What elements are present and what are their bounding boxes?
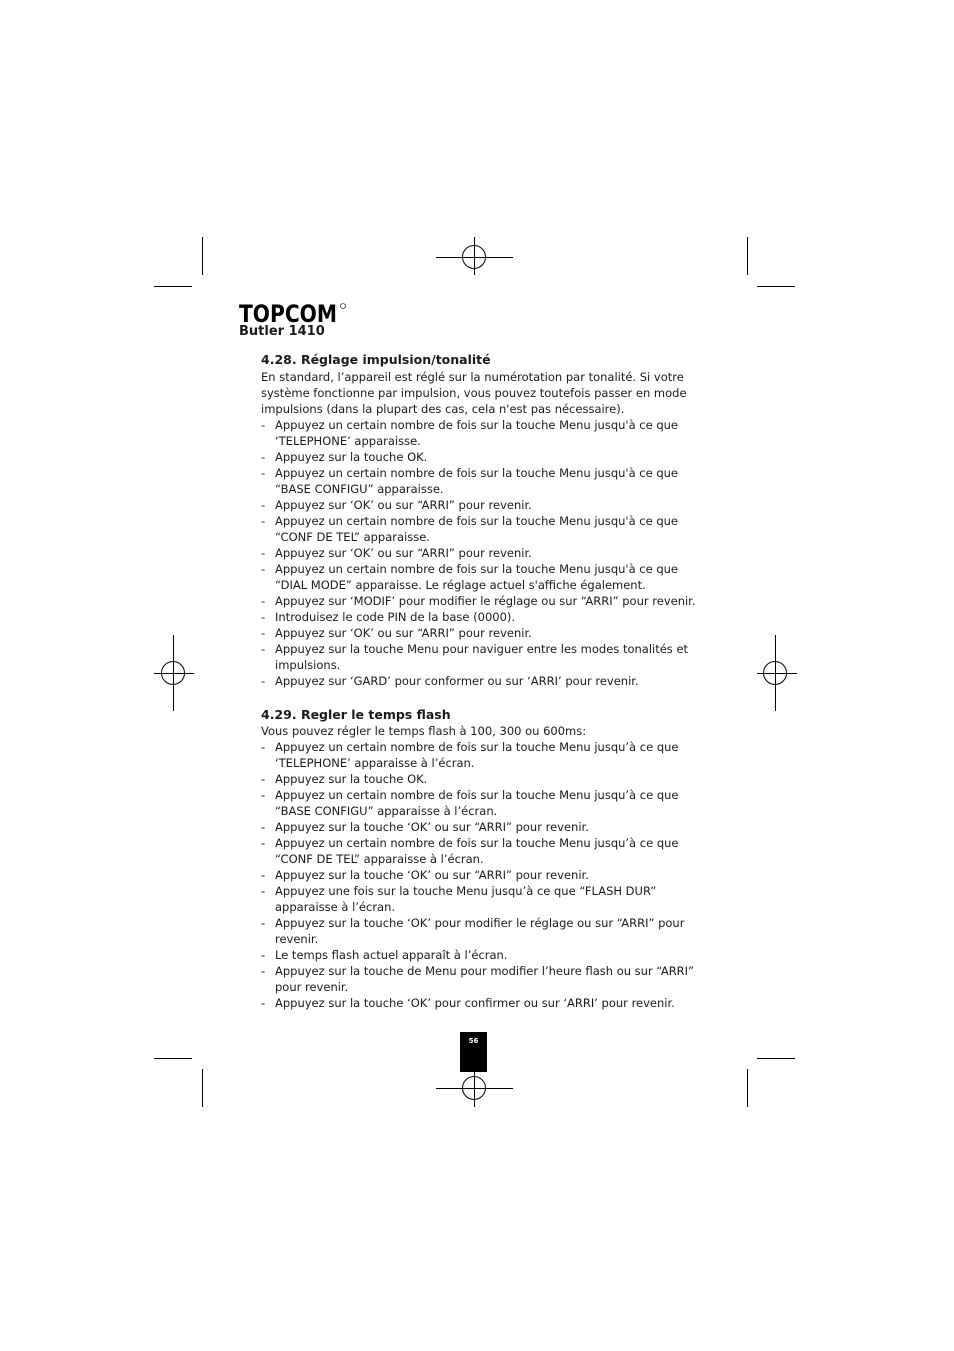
list-item: - Appuyez une fois sur la touche Menu jusqu’à ce que “FLASH DUR” apparaisse à l’écran. <box>261 884 657 914</box>
steps-list <box>261 417 701 689</box>
page-content <box>261 352 701 1011</box>
list-item: - Appuyez un certain nombre de fois sur la touche Menu jusqu’à ce que “BASE CONFIGU” apparaisse à l’écran. <box>261 788 679 818</box>
list-item: - Appuyez un certain nombre de fois sur la touche Menu jusqu’à ce que ‘TELEPHONE’ apparaisse à l’écran. <box>261 740 679 770</box>
crop-mark <box>154 286 192 287</box>
crop-mark <box>747 237 748 275</box>
list-item: - Appuyez un certain nombre de fois sur la touche Menu jusqu'à ce que “DIAL MODE” apparaisse. Le réglage actuel s'affiche également. <box>261 562 678 592</box>
section-intro: Vous pouvez régler le temps flash à 100, 300 ou 600ms: <box>261 724 587 738</box>
list-item: - Appuyez sur la touche ‘OK’ ou sur “ARRI” pour revenir. <box>261 820 589 834</box>
list-item: - Appuyez sur la touche ‘OK’ pour confirmer ou sur ‘ARRI’ pour revenir. <box>261 996 675 1010</box>
list-item: - Appuyez un certain nombre de fois sur la touche Menu jusqu'à ce que “BASE CONFIGU” apparaisse. <box>261 466 678 496</box>
list-item: - Appuyez sur la touche ‘OK’ ou sur “ARRI” pour revenir. <box>261 868 589 882</box>
crop-mark <box>757 1058 795 1059</box>
registration-circle <box>161 661 185 685</box>
list-item: - Appuyez sur ‘OK’ ou sur “ARRI” pour revenir. <box>261 546 532 560</box>
crop-mark <box>747 1069 748 1107</box>
model-name: Butler 1410 <box>239 324 325 339</box>
list-item: - Appuyez un certain nombre de fois sur la touche Menu jusqu'à ce que ‘TELEPHONE’ apparaisse. <box>261 418 678 448</box>
section-title: 4.28. Réglage impulsion/tonalité <box>261 352 491 367</box>
registration-circle <box>763 661 787 685</box>
crop-mark <box>202 237 203 275</box>
topcom-logo <box>239 300 349 326</box>
registration-circle <box>462 245 486 269</box>
list-item: - Appuyez sur la touche Menu pour naviguer entre les modes tonalités et impulsions. <box>261 642 689 672</box>
list-item: - Appuyez sur ‘OK’ ou sur “ARRI” pour revenir. <box>261 626 532 640</box>
list-item: - Le temps flash actuel apparaît à l’écran. <box>261 948 508 962</box>
list-item: - Appuyez un certain nombre de fois sur la touche Menu jusqu’à ce que “CONF DE TEL” apparaisse à l’écran. <box>261 836 679 866</box>
page-number <box>460 1032 487 1072</box>
crop-mark <box>202 1069 203 1107</box>
list-item: - Appuyez sur ‘GARD’ pour conformer ou sur ‘ARRI’ pour revenir. <box>261 674 639 688</box>
list-item: - Appuyez sur ‘MODIF’ pour modifier le réglage ou sur “ARRI” pour revenir. <box>261 594 696 608</box>
list-item: - Appuyez sur la touche ‘OK’ pour modifier le réglage ou sur “ARRI” pour revenir. <box>261 916 685 946</box>
registration-circle <box>462 1076 486 1100</box>
list-item: - Appuyez sur la touche OK. <box>261 450 428 464</box>
list-item: - Appuyez un certain nombre de fois sur la touche Menu jusqu'à ce que “CONF DE TEL” apparaisse. <box>261 514 678 544</box>
list-item: - Appuyez sur la touche OK. <box>261 772 428 786</box>
section-intro: En standard, l’appareil est réglé sur la numérotation par tonalité. Si votre système fonctionne par impulsion, vous pouvez toutefois passer en mode impulsions (dans la plupart des cas, cela n'est pas nécessaire). <box>261 370 687 416</box>
list-item: - Appuyez sur ‘OK’ ou sur “ARRI” pour revenir. <box>261 498 532 512</box>
list-item: - Appuyez sur la touche de Menu pour modifier l’heure flash ou sur “ARRI” pour revenir. <box>261 964 695 994</box>
list-item: - Introduisez le code PIN de la base (0000). <box>261 610 516 624</box>
crop-mark <box>154 1058 192 1059</box>
section-title: 4.29. Regler le temps flash <box>261 707 451 722</box>
steps-list <box>261 739 701 1011</box>
page-number-label: 56 <box>468 1037 479 1045</box>
svg-text:TOPCOM: TOPCOM <box>239 300 337 326</box>
crop-mark <box>757 286 795 287</box>
